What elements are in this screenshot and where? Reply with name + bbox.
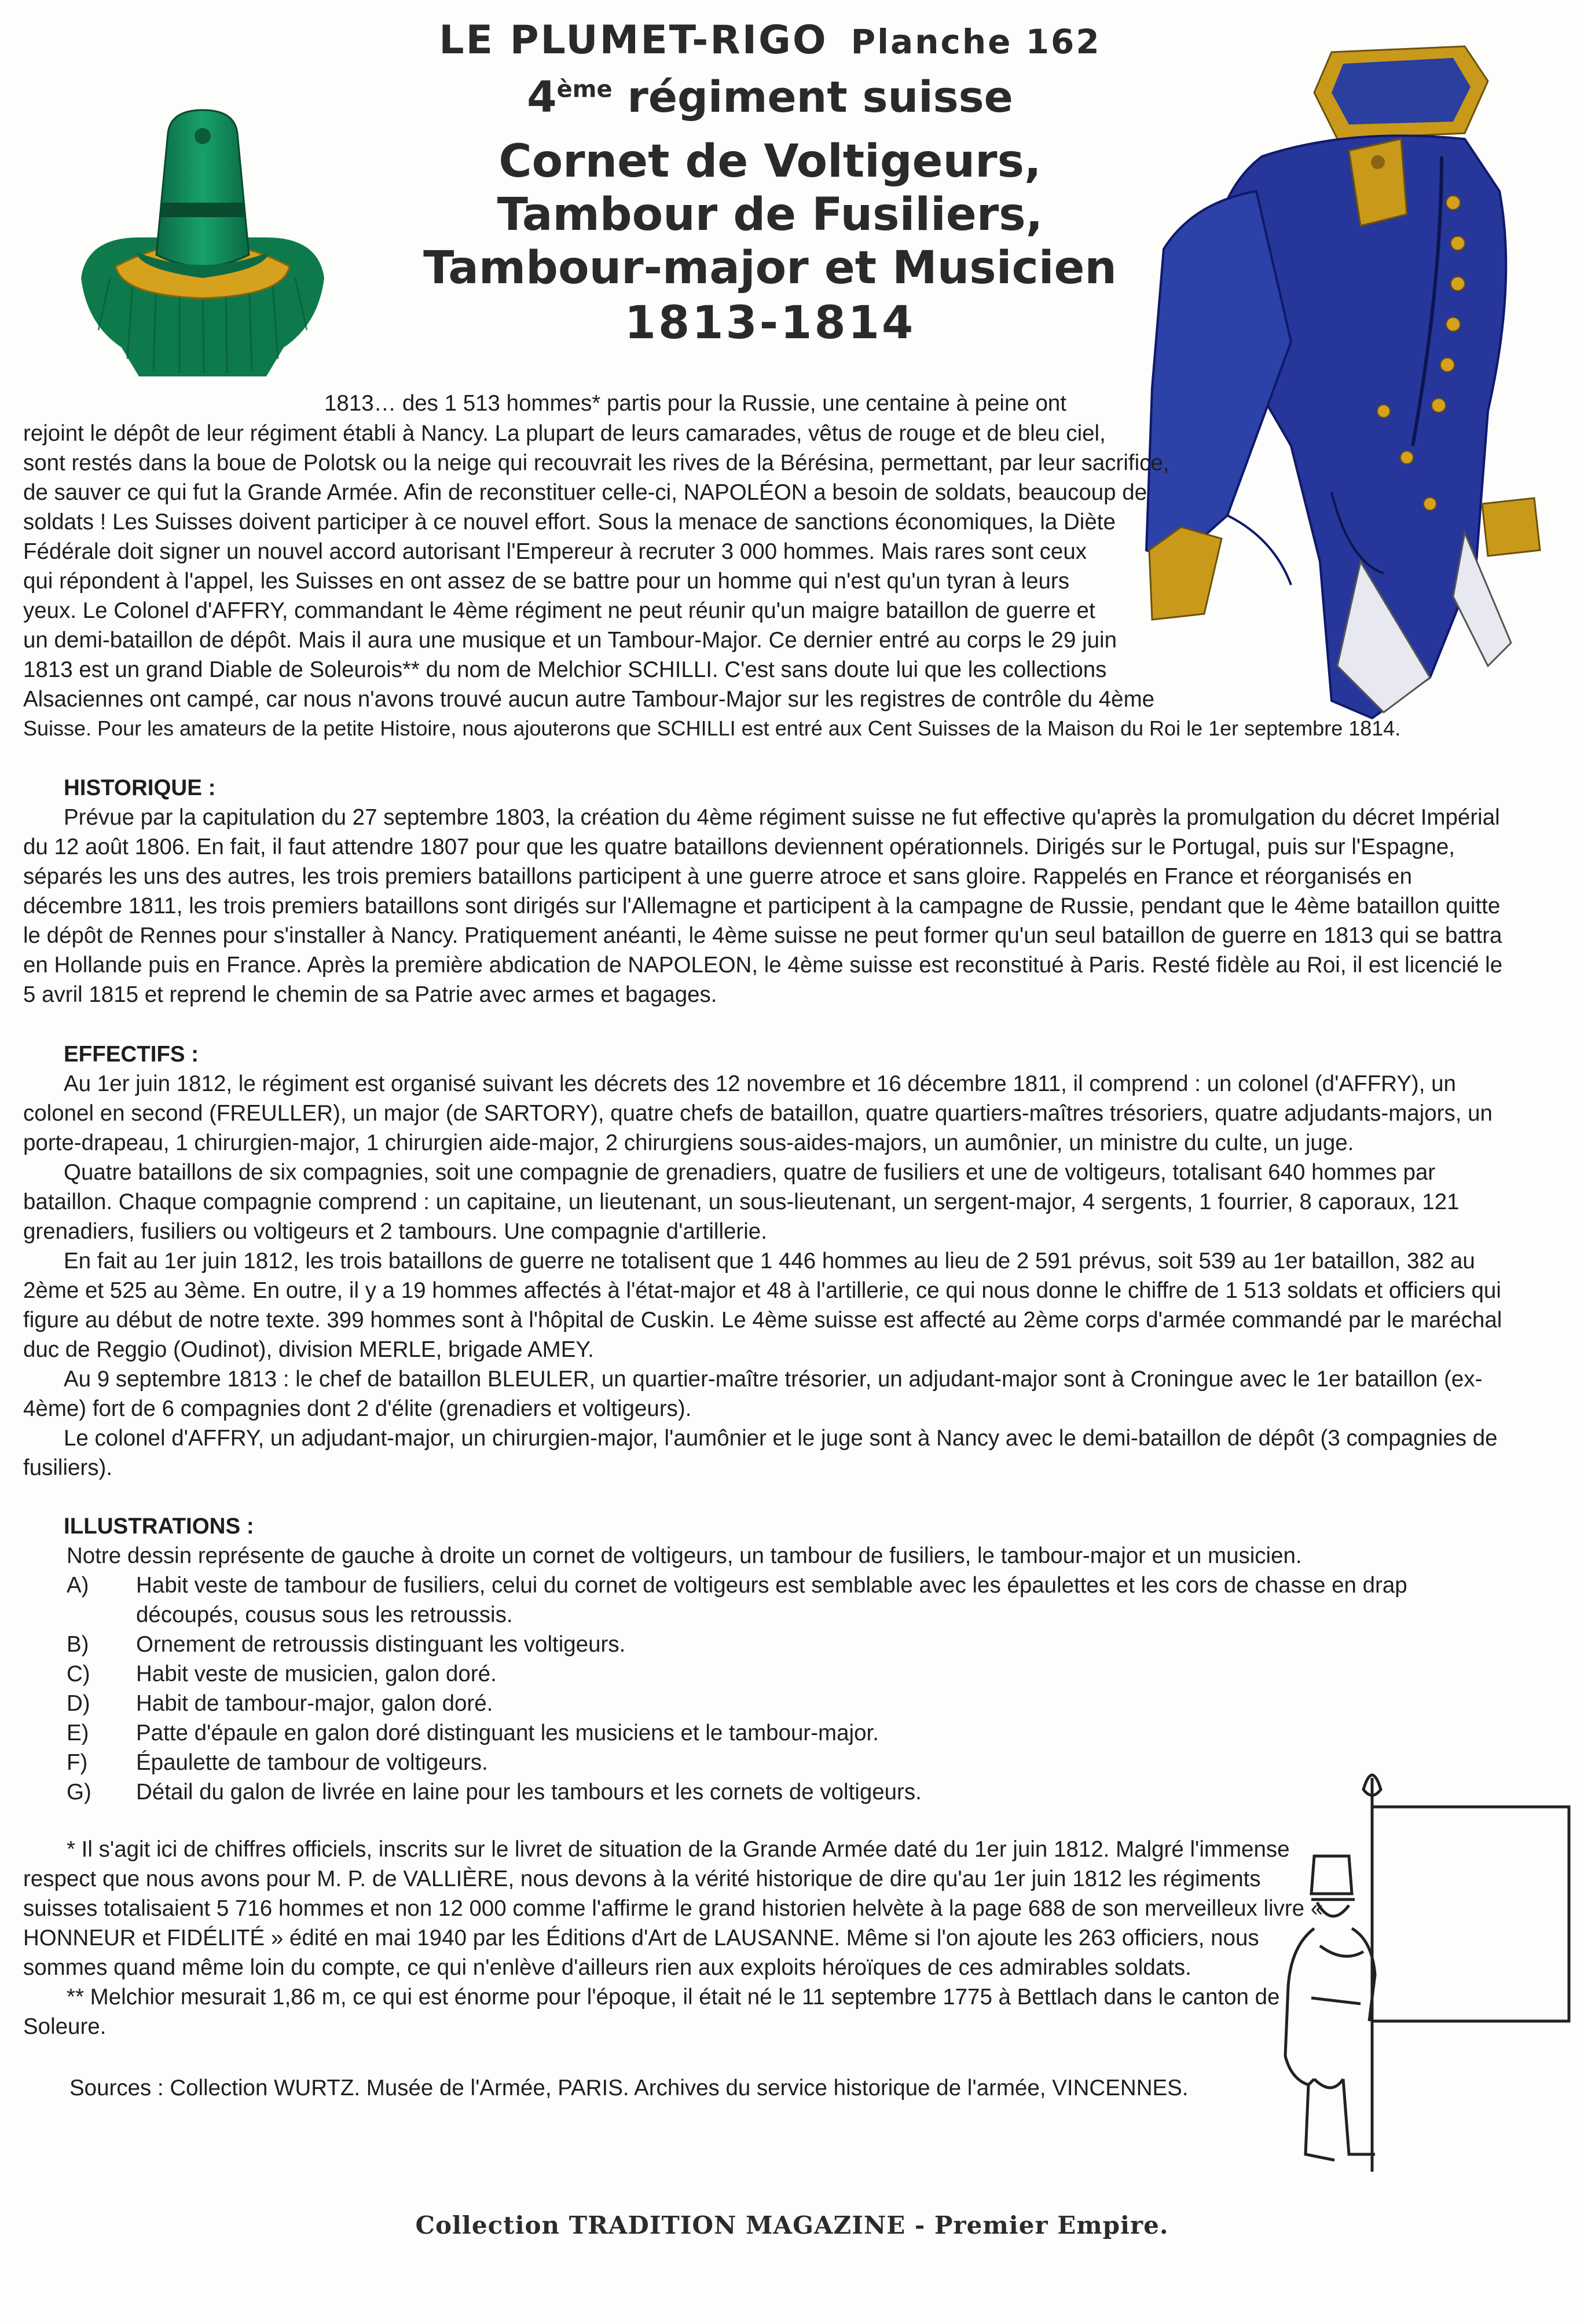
subtitle-line: Tambour de Fusiliers, — [497, 189, 1043, 241]
list-item-key: G) — [67, 1780, 91, 1805]
intro-line: qui répondent à l'appel, les Suisses en ont assez de se battre pour un homme qui n'est qu'un tyran à leurs — [23, 569, 1069, 594]
list-item-key: B) — [67, 1632, 89, 1657]
effectifs-paragraph: Au 1er juin 1812, le régiment est organisé suivant les décrets des 12 novembre et 16 décembre 1811, il comprend : un colonel (d'AFFRY), un colonel en second (FREULLER), un major (de SARTORY), quatre chefs de bataillon, quatre quartiers-maîtres trésoriers, quatre adjudants-majors, un porte-drapeau, 1 chirurgien-major, 1 chirurgien aide-major, 2 chirurgiens sous-aides-majors, un aumônier, un ministre du culte, un juge. — [23, 1071, 1493, 1155]
intro-line: rejoint le dépôt de leur régiment établi à Nancy. La plupart de leurs camarades, vêtus de rouge et de bleu ciel, — [23, 421, 1106, 446]
planche-label: Planche 162 — [850, 22, 1101, 61]
historique-heading: HISTORIQUE : — [64, 775, 216, 800]
list-item-text: Habit veste de tambour de fusiliers, celui du cornet de voltigeurs est semblable avec les épaulettes et les cors de chasse en drap découpés, cousus sous les retroussis. — [136, 1573, 1407, 1627]
list-item-text: Habit de tambour-major, galon doré. — [136, 1691, 493, 1716]
effectifs-heading: EFFECTIFS : — [64, 1042, 199, 1067]
blue-habit-illustration — [1141, 41, 1557, 730]
historique-text: Prévue par la capitulation du 27 septembre 1803, la création du 4ème régiment suisse ne fut effective qu'après la promulgation du décret Impérial du 12 août 1806. En fait, il faut attendre 1807 pour que les quatre bataillons deviennent opérationnels. Dirigés sur le Portugal, puis sur l'Espagne, séparés les uns des autres, les trois premiers bataillons participent à une guerre atroce et sans gloire. Rappelés en France et réorganisés en décembre 1811, les trois premiers bataillons sont dirigés sur l'Allemagne et participent à la campagne de Russie, pendant que le 4ème bataillon quitte le dépôt de Rennes pour s'installer à Nancy. Pratiquement anéanti, le 4ème suisse ne peut former qu'un seul bataillon de guerre en 1813 qui se battra en Hollande puis en France. Après la première abdication de NAPOLEON, le 4ème suisse est reconstitué à Paris. Resté fidèle au Roi, il est licencié le 5 avril 1815 et reprend le chemin de sa Patrie avec armes et bagages. — [23, 805, 1503, 1007]
regiment-name: régiment suisse — [612, 72, 1013, 122]
regiment-title — [324, 72, 1216, 122]
illustrations-intro: Notre dessin représente de gauche à droite un cornet de voltigeurs, un tambour de fusiliers, le tambour-major et un musicien. — [67, 1543, 1302, 1568]
intro-line: 1813 est un grand Diable de Soleurois** du nom de Melchior SCHILLI. C'est sans doute lui que les collections — [23, 657, 1107, 682]
intro-line: de sauver ce qui fut la Grande Armée. Afin de reconstituer celle-ci, NAPOLÉON a besoin de soldats, beaucoup de — [23, 480, 1147, 505]
subtitle-line: Tambour-major et Musicien — [423, 242, 1117, 294]
title-text: LE PLUMET-RIGO — [439, 17, 828, 63]
list-item — [67, 1571, 1505, 1630]
list-item-text: Habit veste de musicien, galon doré. — [136, 1661, 497, 1686]
regiment-sup: ème — [556, 76, 613, 103]
sources: Sources : Collection WURTZ. Musée de l'Armée, PARIS. Archives du service historique de l'armée, VINCENNES. — [69, 2076, 1189, 2100]
footnote-2: ** Melchior mesurait 1,86 m, ce qui est énorme pour l'époque, il était né le 11 septembre 1775 à Bettlach dans le canton de Soleure. — [23, 1985, 1280, 2039]
list-item-key: C) — [67, 1661, 90, 1686]
list-item-text: Ornement de retroussis distinguant les voltigeurs. — [136, 1632, 626, 1657]
list-item-key: F) — [67, 1750, 88, 1775]
illustrations-heading: ILLUSTRATIONS : — [64, 1514, 254, 1539]
list-item-text: Patte d'épaule en galon doré distinguant les musiciens et le tambour-major. — [136, 1721, 879, 1745]
page-title — [324, 17, 1216, 63]
green-epaulette-illustration — [75, 104, 330, 382]
subtitle-line: Cornet de Voltigeurs, — [498, 136, 1042, 188]
subtitle — [324, 135, 1216, 295]
effectifs-paragraph: Au 9 septembre 1813 : le chef de bataillon BLEULER, un quartier-maître trésorier, un adjudant-major sont à Croningue avec le 1er bataillon (ex-4ème) fort de 6 compagnies dont 2 d'élite (grenadiers et voltigeurs). — [23, 1367, 1483, 1421]
list-item-text: Épaulette de tambour de voltigeurs. — [136, 1750, 488, 1775]
soldier-with-flag-sketch — [1256, 1755, 1581, 2183]
effectifs-paragraph: En fait au 1er juin 1812, les trois bataillons de guerre ne totalisent que 1 446 hommes au lieu de 2 591 prévus, soit 539 au 1er bataillon, 382 au 2ème et 525 au 3ème. En outre, il y a 19 hommes affectés à l'état-major et 48 à l'artillerie, ce qui nous donne le chiffre de 1 513 soldats et officiers qui figure au début de notre texte. 399 hommes sont à l'hôpital de Cuskin. Le 4ème suisse est affecté au 2ème corps d'armée commandé par le maréchal duc de Reggio (Oudinot), division MERLE, brigade AMEY. — [23, 1249, 1502, 1362]
list-item — [67, 1718, 1505, 1748]
regiment-number: 4 — [527, 72, 557, 122]
intro-line: 1813… des 1 513 hommes* partis pour la Russie, une centaine à peine ont — [324, 391, 1067, 416]
footnotes — [23, 1835, 1337, 2041]
intro-line: Fédérale doit signer un nouvel accord autorisant l'Empereur à recruter 3 000 hommes. Mais rares sont ceux — [23, 539, 1087, 564]
intro-line: yeux. Le Colonel d'AFFRY, commandant le 4ème régiment ne peut réunir qu'un maigre bataillon de guerre et — [23, 598, 1095, 623]
list-item — [67, 1689, 1505, 1718]
effectifs-paragraph: Quatre bataillons de six compagnies, soit une compagnie de grenadiers, quatre de fusiliers et une de voltigeurs, totalisant 640 hommes par bataillon. Chaque compagnie comprend : un capitaine, un lieutenant, un sous-lieutenant, un sergent-major, 4 sergents, 1 fourrier, 8 caporaux, 121 grenadiers, fusiliers ou voltigeurs et 2 tambours. Une compagnie d'artillerie. — [23, 1160, 1460, 1244]
intro-line: Suisse. Pour les amateurs de la petite Histoire, nous ajouterons que SCHILLI est entré aux Cent Suisses de la Maison du Roi le 1er septembre 1814. — [23, 716, 1401, 740]
intro-line: sont restés dans la boue de Polotsk ou la neige qui recouvrait les rives de la Bérésina, permettant, par leur sacrifice, — [23, 451, 1169, 475]
list-item-key: A) — [67, 1573, 89, 1598]
years: 1813-1814 — [624, 297, 916, 349]
list-item — [67, 1659, 1505, 1689]
list-item-key: E) — [67, 1721, 89, 1745]
intro-line: Alsaciennes ont campé, car nous n'avons trouvé aucun autre Tambour-Major sur les registres de contrôle du 4ème — [23, 687, 1155, 712]
intro-line: un demi-bataillon de dépôt. Mais il aura une musique et un Tambour-Major. Ce dernier entré au corps le 29 juin — [23, 628, 1117, 653]
footer: Collection TRADITION MAGAZINE - Premier Empire. — [415, 2211, 1169, 2239]
list-item-text: Détail du galon de livrée en laine pour les tambours et les cornets de voltigeurs. — [136, 1780, 922, 1805]
title-block — [324, 17, 1216, 349]
list-item-key: D) — [67, 1691, 90, 1716]
effectifs-section — [23, 1040, 1505, 1483]
intro-line: soldats ! Les Suisses doivent participer à ce nouvel effort. Sous la menace de sanctions économiques, la Diète — [23, 510, 1116, 535]
effectifs-paragraph: Le colonel d'AFFRY, un adjudant-major, un chirurgien-major, l'aumônier et le juge sont à Nancy avec le demi-bataillon de dépôt (3 compagnies de fusiliers). — [23, 1426, 1498, 1480]
footnote-1: * Il s'agit ici de chiffres officiels, inscrits sur le livret de situation de la Grande Armée daté du 1er juin 1812. Malgré l'immense respect que nous avons pour M. P. de VALLIÈRE, nous devons à la vérité historique de dire qu'au 1er juin 1812 les régiments suisses totalisaient 5 716 hommes et non 12 000 comme l'affirme le grand historien helvète à la page 688 de son merveilleux livre « HONNEUR et FIDÉLITÉ » édité en mai 1940 par les Éditions d'Art de LAUSANNE. Même si l'on ajoute les 263 officiers, nous sommes quand même loin du compte, ce qui n'enlève d'ailleurs rien aux exploits héroïques de ces admirables soldats. — [23, 1837, 1323, 1980]
list-item — [67, 1630, 1505, 1659]
historique-section — [23, 773, 1505, 1009]
